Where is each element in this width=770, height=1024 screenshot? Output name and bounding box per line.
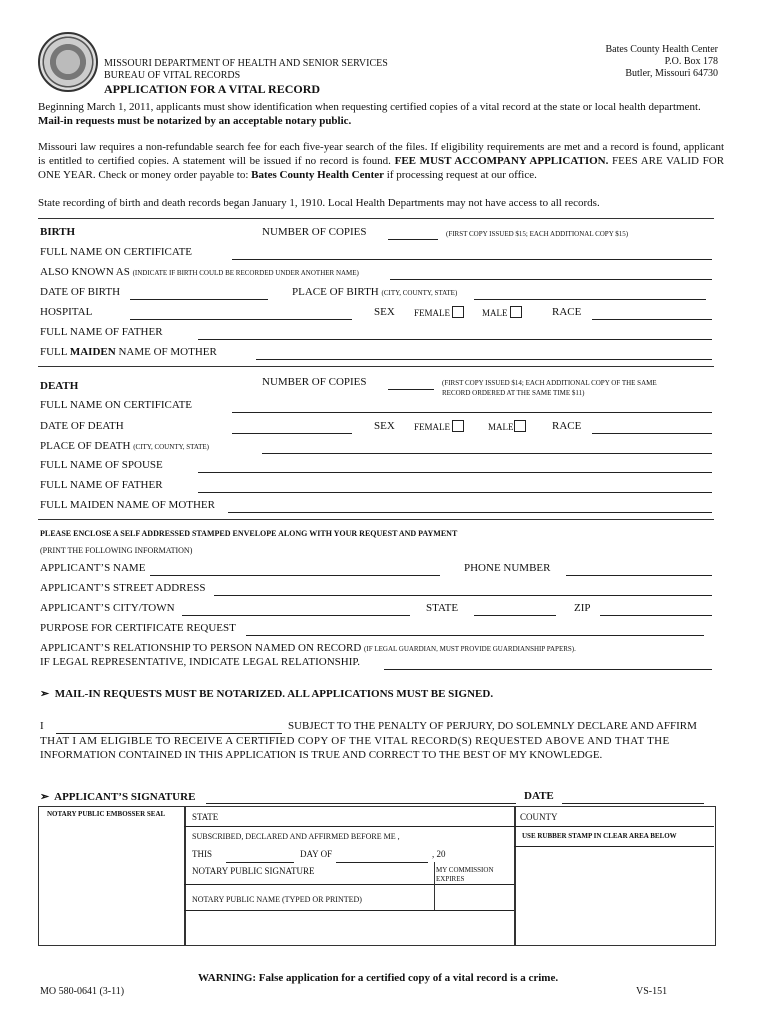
declaration-i: I: [40, 720, 44, 732]
birth-hospital-label: HOSPITAL: [40, 306, 93, 318]
death-pod-label: [40, 440, 209, 452]
death-dod-input[interactable]: [232, 422, 352, 434]
notary-divider: [184, 910, 514, 911]
legal-rep-input[interactable]: [384, 658, 712, 670]
fee-text: Missouri law requires a non-refundable search fee for each five-year search of the files. If eligibility requirements are met and a record is found, applicant is entitled to certified copies. A statement will be issued if no record is found.: [38, 141, 724, 167]
birth-pob-label: [292, 286, 457, 298]
notary-divider: [434, 862, 435, 910]
signature-label: [40, 790, 195, 803]
notary-stamp-area: [514, 806, 716, 946]
arrow-bullet-icon: ➢: [40, 791, 50, 803]
notarize-note: [40, 687, 493, 700]
death-full-name-label: FULL NAME ON CERTIFICATE: [40, 399, 193, 411]
signature-input[interactable]: [206, 792, 516, 804]
birth-male-label: MALE: [482, 308, 508, 318]
death-male-checkbox[interactable]: [514, 420, 526, 432]
state-input[interactable]: [474, 604, 556, 616]
birth-heading: BIRTH: [40, 226, 76, 238]
death-pod-input[interactable]: [262, 442, 712, 454]
purpose-label: PURPOSE FOR CERTIFICATE REQUEST: [40, 622, 236, 634]
notary-seal-label: NOTARY PUBLIC EMBOSSER SEAL: [47, 810, 166, 818]
death-mother-label: FULL MAIDEN NAME OF MOTHER: [40, 499, 215, 511]
birth-dob-label: DATE OF BIRTH: [40, 286, 121, 298]
declaration-line-1: SUBJECT TO THE PENALTY OF PERJURY, DO SOLEMNLY DECLARE AND AFFIRM: [288, 720, 697, 732]
death-race-input[interactable]: [592, 422, 712, 434]
birth-aka-label: [40, 266, 359, 278]
birth-mother-input[interactable]: [256, 348, 712, 360]
notary-signature-label: NOTARY PUBLIC SIGNATURE: [192, 866, 315, 876]
notarize-note-text: MAIL-IN REQUESTS MUST BE NOTARIZED. ALL APPLICATIONS MUST BE SIGNED.: [54, 688, 494, 700]
death-father-input[interactable]: [198, 481, 712, 493]
death-father-label: FULL NAME OF FATHER: [40, 479, 163, 491]
notary-day-input[interactable]: [226, 851, 294, 863]
birth-copies-input[interactable]: [388, 228, 438, 240]
payee-text: Bates County Health Center: [251, 169, 385, 181]
street-input[interactable]: [214, 584, 712, 596]
relationship-note: (IF LEGAL GUARDIAN, MUST PROVIDE GUARDIANSHIP PAPERS).: [364, 645, 576, 653]
form-title: APPLICATION FOR A VITAL RECORD: [104, 82, 321, 96]
notary-divider: [184, 826, 714, 827]
birth-female-label: FEMALE: [414, 308, 450, 318]
vs-number: VS-151: [636, 986, 668, 997]
birth-full-name-label: FULL NAME ON CERTIFICATE: [40, 246, 193, 258]
declarant-name-input[interactable]: [56, 722, 282, 734]
death-heading: DEATH: [40, 380, 79, 392]
death-male-label: MALE: [488, 422, 514, 432]
birth-race-input[interactable]: [592, 308, 712, 320]
notary-commission-label: [436, 866, 494, 884]
notary-month-input[interactable]: [336, 851, 428, 863]
applicant-name-label: APPLICANT’S NAME: [40, 562, 146, 574]
address-line-1: Bates County Health Center: [605, 44, 718, 55]
state-seal-logo: [38, 32, 98, 92]
birth-father-label: FULL NAME OF FATHER: [40, 326, 163, 338]
purpose-input[interactable]: [246, 624, 704, 636]
address-line-3: Butler, Missouri 64730: [625, 68, 718, 79]
notary-state-label: STATE: [192, 812, 219, 822]
pob-text: PLACE OF BIRTH: [292, 286, 379, 298]
date-label: DATE: [524, 790, 554, 802]
intro-id-text: Beginning March 1, 2011, applicants must show identification when requesting certified copies of a vital record at the state or local health department.: [38, 101, 701, 113]
birth-race-label: RACE: [552, 306, 582, 318]
mother-name-text: NAME OF MOTHER: [115, 346, 217, 358]
notary-day-of-label: DAY OF: [300, 849, 333, 859]
bureau-name: BUREAU OF VITAL RECORDS: [104, 70, 241, 81]
death-dod-label: DATE OF DEATH: [40, 420, 124, 432]
address-line-2: P.O. Box 178: [664, 56, 718, 67]
divider: [38, 366, 714, 367]
form-number: MO 580-0641 (3-11): [40, 986, 125, 997]
death-spouse-label: FULL NAME OF SPOUSE: [40, 459, 163, 471]
death-copies-input[interactable]: [388, 378, 434, 390]
city-input[interactable]: [182, 604, 410, 616]
fee-valid-text: FEES ARE VALID FOR ONE YEAR. Check or money order payable to:: [38, 155, 725, 181]
mother-full-text: FULL: [40, 346, 70, 358]
center-address: [606, 44, 718, 80]
state-label: STATE: [426, 602, 459, 614]
notary-seal-area: [38, 806, 186, 946]
notary-divider: [514, 846, 714, 847]
aka-text: ALSO KNOWN AS: [40, 266, 130, 278]
notary-year-label: , 20: [432, 849, 446, 859]
birth-dob-input[interactable]: [130, 288, 268, 300]
notary-divider: [184, 884, 514, 885]
warning-text: WARNING: False application for a certified copy of a vital record is a crime.: [198, 972, 559, 984]
intro-paragraph-fees: [38, 140, 724, 182]
death-full-name-input[interactable]: [232, 401, 712, 413]
pod-note: (CITY, COUNTY, STATE): [133, 443, 209, 451]
death-mother-input[interactable]: [228, 501, 712, 513]
birth-mother-label: [40, 346, 217, 358]
death-female-checkbox[interactable]: [452, 420, 464, 432]
birth-aka-input[interactable]: [390, 268, 712, 280]
notary-stamp-label: USE RUBBER STAMP IN CLEAR AREA BELOW: [522, 832, 677, 840]
divider: [38, 218, 714, 219]
notary-subscribed-label: SUBSCRIBED, DECLARED AND AFFIRMED BEFORE ME ,: [192, 832, 400, 841]
birth-father-input[interactable]: [198, 328, 712, 340]
aka-note: (INDICATE IF BIRTH COULD BE RECORDED UNDER ANOTHER NAME): [132, 269, 359, 277]
birth-full-name-input[interactable]: [232, 248, 712, 260]
pob-note: (CITY, COUNTY, STATE): [381, 289, 458, 297]
notary-name-label: NOTARY PUBLIC NAME (TYPED OR PRINTED): [192, 895, 362, 904]
birth-copies-note: (FIRST COPY ISSUED $15; EACH ADDITIONAL COPY $15): [446, 230, 629, 238]
birth-copies-label: NUMBER OF COPIES: [262, 226, 367, 238]
divider: [38, 519, 714, 520]
death-copies-label: NUMBER OF COPIES: [262, 376, 367, 388]
birth-male-checkbox[interactable]: [510, 306, 522, 318]
phone-label: PHONE NUMBER: [464, 562, 551, 574]
date-input[interactable]: [562, 792, 704, 804]
birth-female-checkbox[interactable]: [452, 306, 464, 318]
death-copies-note-2: RECORD ORDERED AT THE SAME TIME $11): [442, 389, 585, 397]
city-label: APPLICANT’S CITY/TOWN: [40, 602, 175, 614]
notary-this-label: THIS: [192, 849, 212, 859]
death-spouse-input[interactable]: [198, 461, 712, 473]
commission-line-2: EXPIRES: [436, 875, 465, 883]
intro-recording-text: State recording of birth and death records began January 1, 1910. Local Health Departments may not have access to all records.: [38, 197, 600, 209]
birth-sex-label: SEX: [374, 306, 395, 318]
death-copies-note-1: (FIRST COPY ISSUED $14; EACH ADDITIONAL COPY OF THE SAME: [442, 379, 657, 387]
street-label: APPLICANT’S STREET ADDRESS: [40, 582, 206, 594]
pod-text: PLACE OF DEATH: [40, 440, 131, 452]
birth-pob-input[interactable]: [474, 288, 706, 300]
applicant-name-input[interactable]: [150, 564, 440, 576]
birth-hospital-input[interactable]: [130, 308, 352, 320]
commission-line-1: MY COMMISSION: [436, 866, 494, 874]
relationship-text: APPLICANT’S RELATIONSHIP TO PERSON NAMED ON RECORD: [40, 642, 362, 654]
declaration-line-3: INFORMATION CONTAINED IN THIS APPLICATION IS TRUE AND CORRECT TO THE BEST OF MY KNOWLEDGE.: [40, 749, 603, 761]
death-copies-note: [442, 378, 657, 398]
phone-input[interactable]: [566, 564, 712, 576]
notary-county-label: COUNTY: [520, 812, 558, 822]
death-sex-label: SEX: [374, 420, 395, 432]
zip-input[interactable]: [600, 604, 712, 616]
relationship-label: [40, 642, 576, 654]
sase-notice: PLEASE ENCLOSE A SELF ADDRESSED STAMPED ENVELOPE ALONG WITH YOUR REQUEST AND PAYMENT: [40, 529, 458, 538]
intro-paragraph-id: [38, 100, 728, 128]
death-race-label: RACE: [552, 420, 582, 432]
intro-notarize-text: Mail-in requests must be notarized by an acceptable notary public.: [38, 115, 352, 127]
fee-must-text: FEE MUST ACCOMPANY APPLICATION.: [394, 155, 609, 167]
mother-maiden-text: MAIDEN: [69, 346, 116, 358]
legal-rep-label: IF LEGAL REPRESENTATIVE, INDICATE LEGAL RELATIONSHIP.: [40, 656, 361, 668]
arrow-bullet-icon: ➢: [40, 688, 50, 700]
payee-suffix-text: if processing request at our office.: [386, 169, 537, 181]
zip-label: ZIP: [574, 602, 591, 614]
signature-label-text: APPLICANT’S SIGNATURE: [54, 791, 196, 803]
death-female-label: FEMALE: [414, 422, 450, 432]
declaration-line-2: THAT I AM ELIGIBLE TO RECEIVE A CERTIFIED COPY OF THE VITAL RECORD(S) REQUESTED ABOVE AND THAT THE: [40, 735, 670, 747]
print-notice: (PRINT THE FOLLOWING INFORMATION): [40, 546, 193, 555]
department-name: MISSOURI DEPARTMENT OF HEALTH AND SENIOR SERVICES: [104, 58, 388, 69]
